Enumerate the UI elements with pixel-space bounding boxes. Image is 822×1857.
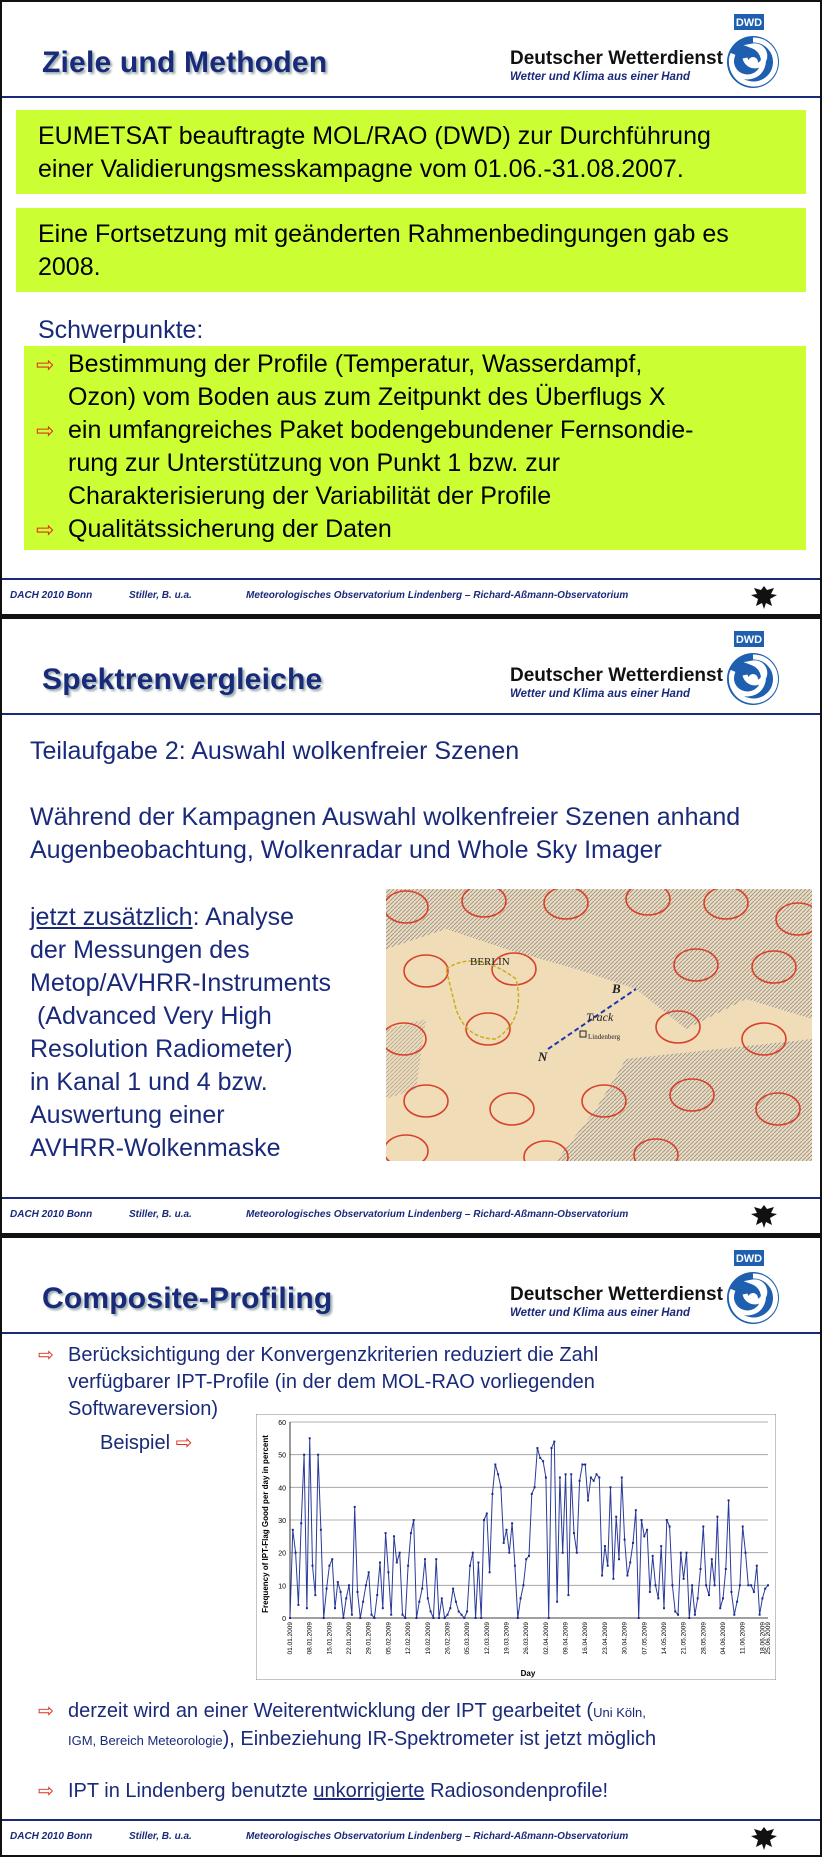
data-point (520, 1597, 522, 1599)
x-tick-label: 29.01.2009 (365, 1622, 373, 1655)
data-point (570, 1473, 572, 1475)
data-point (477, 1562, 479, 1564)
data-point (677, 1614, 679, 1616)
data-point (711, 1558, 713, 1560)
data-point (567, 1594, 569, 1596)
data-point (295, 1552, 297, 1554)
map-label-track: Track (586, 1010, 614, 1024)
footer-institution: Meteorologisches Observatorium Lindenberg – Richard-Aßmann-Observatorium (246, 1209, 629, 1220)
data-point (604, 1545, 606, 1547)
x-tick-label: 11.06.2009 (739, 1622, 747, 1655)
data-point (700, 1568, 702, 1570)
federal-eagle-icon (750, 584, 778, 610)
data-point (736, 1601, 738, 1603)
slide-header (2, 1238, 820, 1334)
data-point (387, 1571, 389, 1573)
data-point (649, 1591, 651, 1593)
arrow-right-icon: ⇨ (175, 1432, 193, 1454)
dwd-swirl-icon (722, 12, 784, 92)
data-point (688, 1617, 690, 1619)
data-point (522, 1584, 524, 1586)
campaign-text: Während der Kampagnen Auswahl wolkenfreier Szenen anhand Augenbeobachtung, Wolkenradar und Whole Sky Imager (30, 803, 741, 864)
data-point (441, 1597, 443, 1599)
x-tick-label: 26.03.2009 (523, 1622, 531, 1655)
data-point (306, 1607, 308, 1609)
data-point (289, 1617, 291, 1619)
dwd-logo-text: DWD (735, 1253, 763, 1265)
data-point (494, 1464, 496, 1466)
bullets-box (24, 346, 806, 550)
data-point (753, 1591, 755, 1593)
data-point (643, 1535, 645, 1537)
data-point (761, 1597, 763, 1599)
data-point (410, 1532, 412, 1534)
data-point (300, 1522, 302, 1524)
x-tick-label: 02.04.2009 (542, 1622, 550, 1655)
data-point (528, 1555, 530, 1557)
data-point (390, 1614, 392, 1616)
data-point (750, 1584, 752, 1586)
data-point (393, 1535, 395, 1537)
data-point (697, 1597, 699, 1599)
x-tick-label: 04.06.2009 (720, 1622, 728, 1655)
slide-goals-methods (2, 2, 820, 614)
data-point (373, 1617, 375, 1619)
data-point (660, 1545, 662, 1547)
data-point (413, 1519, 415, 1521)
data-point (579, 1480, 581, 1482)
data-point (357, 1591, 359, 1593)
y-axis-label: Frequency of IPT-Flag Good per day in percent (261, 1435, 270, 1613)
data-point (708, 1594, 710, 1596)
data-point (455, 1601, 457, 1603)
data-point (593, 1480, 595, 1482)
x-tick-label: 14.05.2009 (660, 1622, 668, 1655)
footer-institution: Meteorologisches Observatorium Lindenberg – Richard-Aßmann-Observatorium (246, 590, 629, 601)
x-tick-label: 18.06.2009 (759, 1622, 767, 1655)
title-rule (2, 96, 820, 98)
data-point (489, 1571, 491, 1573)
data-point (314, 1594, 316, 1596)
data-point (334, 1607, 336, 1609)
slide-composite-profiling (2, 1238, 820, 1855)
data-point (615, 1516, 617, 1518)
section-heading: Schwerpunkte: (38, 316, 204, 344)
y-tick-label: 30 (278, 1518, 286, 1525)
data-point (348, 1584, 350, 1586)
data-point (402, 1614, 404, 1616)
data-point (483, 1519, 485, 1521)
data-point (292, 1529, 294, 1531)
x-tick-label: 28.05.2009 (700, 1622, 708, 1655)
data-point (590, 1477, 592, 1479)
data-point (742, 1526, 744, 1528)
data-point (702, 1526, 704, 1528)
underlined-phrase: jetzt zusätzlich (30, 903, 193, 931)
brand-name: Deutscher Wetterdienst (510, 1284, 723, 1305)
data-point (596, 1473, 598, 1475)
data-point (503, 1542, 505, 1544)
data-point (716, 1516, 718, 1518)
bullet-radiosonde: ⇨ IPT in Lindenberg benutzte unkorrigierte Radiosondenprofile! (38, 1778, 608, 1805)
data-point (657, 1597, 659, 1599)
data-point (382, 1607, 384, 1609)
data-point (418, 1601, 420, 1603)
arrow-right-icon: ⇨ (38, 1701, 54, 1722)
data-point (733, 1614, 735, 1616)
data-point (452, 1588, 454, 1590)
data-point (371, 1614, 373, 1616)
data-point (416, 1617, 418, 1619)
federal-eagle-icon (750, 1203, 778, 1229)
data-point (632, 1542, 634, 1544)
x-axis-label: Day (520, 1669, 536, 1678)
x-tick-label: 25.06.2009 (765, 1622, 772, 1655)
data-point (320, 1529, 322, 1531)
footer-authors: Stiller, B. u.a. (129, 1209, 192, 1220)
data-point (624, 1539, 626, 1541)
data-point (536, 1447, 538, 1449)
bullet-convergence: ⇨ Berücksichtigung der Konvergenzkriterien reduziert die Zahl verfügbarer IPT-Profile (in der dem MOL-RAO vorliegenden Softwareversion) (38, 1344, 599, 1420)
arrow-right-icon: ⇨ (36, 352, 55, 377)
data-point (376, 1594, 378, 1596)
x-tick-label: 05.02.2009 (385, 1622, 393, 1655)
data-point (598, 1477, 600, 1479)
brand-block (510, 665, 723, 700)
data-point (730, 1591, 732, 1593)
data-point (691, 1584, 693, 1586)
data-point (368, 1571, 370, 1573)
ipt-flag-frequency-chart (256, 1414, 776, 1680)
x-tick-label: 09.04.2009 (562, 1622, 570, 1655)
data-point (359, 1617, 361, 1619)
data-point (514, 1565, 516, 1567)
data-point (491, 1493, 493, 1495)
data-point (666, 1519, 668, 1521)
data-point (331, 1558, 333, 1560)
data-point (342, 1617, 344, 1619)
data-point (759, 1614, 761, 1616)
slide-header (2, 2, 820, 98)
data-point (745, 1552, 747, 1554)
y-tick-label: 20 (278, 1550, 286, 1558)
box2-line2: 2008. (38, 253, 101, 281)
data-point (607, 1565, 609, 1567)
data-point (767, 1584, 769, 1586)
data-point (680, 1552, 682, 1554)
data-point (576, 1552, 578, 1554)
data-point (641, 1519, 643, 1521)
dwd-logo-text: DWD (735, 17, 763, 29)
x-tick-label: 12.02.2009 (405, 1622, 413, 1655)
data-point (539, 1457, 541, 1459)
data-point (534, 1486, 536, 1488)
data-point (458, 1611, 460, 1613)
y-tick-label: 50 (278, 1452, 286, 1460)
slide-footer (2, 1819, 820, 1855)
data-point (312, 1565, 314, 1567)
data-point (739, 1584, 741, 1586)
data-point (297, 1604, 299, 1606)
data-point (432, 1617, 434, 1619)
data-point (351, 1614, 353, 1616)
y-tick-label: 0 (282, 1616, 286, 1623)
bullet-development: ⇨ derzeit wird an einer Weiterentwicklung der IPT gearbeitet (Uni Köln, IGM, Bereich Meteorologie), Einbeziehung IR-Spektrometer ist jetzt möglich (38, 1700, 657, 1750)
data-point (317, 1454, 319, 1456)
data-point (669, 1526, 671, 1528)
map-label-station: Lindenberg (588, 1033, 621, 1041)
data-point (385, 1532, 387, 1534)
data-point (725, 1568, 727, 1570)
footer-authors: Stiller, B. u.a. (129, 590, 192, 601)
slide-title: Composite-Profiling (42, 1282, 333, 1315)
x-tick-label: 15.01.2009 (326, 1622, 334, 1655)
brand-tagline: Wetter und Klima aus einer Hand (510, 1307, 690, 1319)
data-point (365, 1584, 367, 1586)
data-point (444, 1617, 446, 1619)
brand-tagline: Wetter und Klima aus einer Hand (510, 71, 690, 83)
arrow-right-icon: ⇨ (38, 1345, 54, 1366)
box1-line1: EUMETSAT beauftragte MOL/RAO (DWD) zur Durchführung (38, 122, 711, 150)
data-point (531, 1493, 533, 1495)
title-rule (2, 1332, 820, 1334)
x-tick-label: 21.05.2009 (680, 1622, 688, 1655)
data-point (435, 1558, 437, 1560)
slide-spectra (2, 619, 820, 1233)
slide-title: Ziele und Methoden (42, 46, 328, 79)
data-point (506, 1529, 508, 1531)
data-point (472, 1552, 474, 1554)
slide-title: Spektrenvergleiche (42, 663, 323, 696)
data-point (671, 1584, 673, 1586)
x-tick-label: 19.02.2009 (424, 1622, 432, 1655)
data-point (500, 1486, 502, 1488)
data-point (461, 1614, 463, 1616)
dwd-logo-text: DWD (735, 634, 763, 646)
bullet-item: ⇨ Qualitätssicherung der Daten (36, 513, 693, 546)
data-point (655, 1584, 657, 1586)
data-point (354, 1506, 356, 1508)
data-point (610, 1486, 612, 1488)
map-label-n: N (538, 1049, 548, 1064)
data-point (463, 1617, 465, 1619)
underlined-word: unkorrigierte (313, 1780, 425, 1802)
data-point (652, 1555, 654, 1557)
data-point (674, 1611, 676, 1613)
data-point (517, 1617, 519, 1619)
data-point (545, 1477, 547, 1479)
data-point (407, 1565, 409, 1567)
data-point (340, 1591, 342, 1593)
box2-line1: Eine Fortsetzung mit geänderten Rahmenbedingungen gab es (38, 220, 729, 248)
data-point (328, 1565, 330, 1567)
y-tick-label: 40 (278, 1485, 286, 1493)
data-point (584, 1464, 586, 1466)
x-tick-label: 08.01.2009 (306, 1622, 314, 1655)
map-label-city: BERLIN (470, 956, 510, 968)
y-tick-label: 60 (278, 1420, 286, 1427)
data-point (427, 1597, 429, 1599)
data-point (475, 1617, 477, 1619)
avhrr-cloud-mask-map (386, 889, 812, 1161)
data-point (542, 1460, 544, 1462)
brand-block (510, 48, 723, 83)
x-tick-label: 19.03.2009 (503, 1622, 511, 1655)
arrow-right-icon: ⇨ (36, 517, 55, 542)
data-point (430, 1611, 432, 1613)
x-tick-label: 26.02.2009 (444, 1622, 452, 1655)
dwd-swirl-icon (722, 629, 784, 709)
data-point (424, 1558, 426, 1560)
data-point (466, 1611, 468, 1613)
box1-line2: einer Validierungsmesskampagne vom 01.06.-31.08.2007. (38, 155, 684, 183)
data-point (337, 1581, 339, 1583)
data-point (548, 1617, 550, 1619)
x-tick-label: 22.01.2009 (346, 1622, 354, 1655)
arrow-right-icon: ⇨ (38, 1781, 54, 1802)
data-point (663, 1607, 665, 1609)
data-point (309, 1437, 311, 1439)
data-point (362, 1601, 364, 1603)
x-tick-label: 01.01.2009 (287, 1622, 294, 1655)
data-point (553, 1441, 555, 1443)
footer-authors: Stiller, B. u.a. (129, 1831, 192, 1842)
example-label: Beispiel ⇨ (100, 1432, 193, 1454)
data-point (714, 1584, 716, 1586)
data-point (404, 1617, 406, 1619)
x-tick-label: 12.03.2009 (483, 1622, 491, 1655)
analysis-text: jetzt zusätzlich: Analyse der Messungen des Metop/AVHRR-Instruments (Advanced Very High Resolution Radiometer) in Kanal 1 und 4 bzw. Auswertung einer AVHRR-Wolkenmaske (30, 903, 332, 1162)
data-point (559, 1477, 561, 1479)
slide-header (2, 619, 820, 715)
data-point (638, 1617, 640, 1619)
data-point (480, 1617, 482, 1619)
map-label-b: B (612, 981, 621, 996)
data-point (379, 1562, 381, 1564)
x-tick-label: 30.04.2009 (621, 1622, 629, 1655)
x-tick-label: 23.04.2009 (601, 1622, 609, 1655)
x-tick-label: 16.04.2009 (582, 1622, 590, 1655)
bullet-item: ⇨ Bestimmung der Profile (Temperatur, Wasserdampf, Ozon) vom Boden aus zum Zeitpunkt des Überflugs X (36, 350, 666, 411)
data-point (399, 1552, 401, 1554)
data-point (635, 1509, 637, 1511)
data-point (497, 1473, 499, 1475)
federal-eagle-icon (750, 1825, 778, 1851)
brand-block (510, 1284, 723, 1319)
data-point (573, 1532, 575, 1534)
data-point (601, 1575, 603, 1577)
bullet-item: ⇨ ein umfangreiches Paket bodengebundener Fernsondie- rung zur Unterstützung von Punkt 1 bzw. zur Charakterisierung der Variabilität der Profile (36, 416, 694, 510)
data-point (469, 1565, 471, 1567)
data-point (747, 1584, 749, 1586)
data-point (508, 1552, 510, 1554)
data-point (694, 1614, 696, 1616)
data-point (447, 1614, 449, 1616)
data-point (722, 1597, 724, 1599)
brand-name: Deutscher Wetterdienst (510, 665, 723, 686)
highlight-box-2 (16, 208, 806, 292)
data-point (756, 1565, 758, 1567)
arrow-right-icon: ⇨ (36, 418, 55, 443)
data-point (587, 1499, 589, 1501)
data-point (626, 1575, 628, 1577)
data-point (525, 1558, 527, 1560)
data-point (551, 1447, 553, 1449)
highlight-box-1 (16, 110, 806, 194)
dwd-swirl-icon (722, 1248, 784, 1328)
data-point (618, 1558, 620, 1560)
subtask-heading: Teilaufgabe 2: Auswahl wolkenfreier Szenen (30, 737, 520, 765)
data-point (326, 1588, 328, 1590)
brand-name: Deutscher Wetterdienst (510, 48, 723, 69)
data-point (565, 1473, 567, 1475)
data-point (556, 1601, 558, 1603)
data-point (396, 1562, 398, 1564)
data-point (421, 1588, 423, 1590)
data-point (686, 1552, 688, 1554)
brand-tagline: Wetter und Klima aus einer Hand (510, 688, 690, 700)
slide-footer (2, 578, 820, 614)
data-point (764, 1588, 766, 1590)
x-tick-label: 07.05.2009 (641, 1622, 649, 1655)
data-point (646, 1529, 648, 1531)
data-point (486, 1513, 488, 1515)
data-point (323, 1617, 325, 1619)
data-point (345, 1597, 347, 1599)
footer-event: DACH 2010 Bonn (10, 590, 93, 601)
data-point (705, 1584, 707, 1586)
data-point (683, 1578, 685, 1580)
data-point (719, 1607, 721, 1609)
data-point (581, 1464, 583, 1466)
data-point (438, 1617, 440, 1619)
data-point (612, 1578, 614, 1580)
footer-institution: Meteorologisches Observatorium Lindenberg – Richard-Aßmann-Observatorium (246, 1831, 629, 1842)
data-point (449, 1607, 451, 1609)
y-tick-label: 10 (278, 1583, 286, 1591)
footer-event: DACH 2010 Bonn (10, 1831, 93, 1842)
x-tick-label: 05.03.2009 (464, 1622, 472, 1655)
data-point (621, 1477, 623, 1479)
data-point (728, 1499, 730, 1501)
data-point (562, 1552, 564, 1554)
title-rule (2, 713, 820, 715)
slide-footer (2, 1197, 820, 1233)
data-point (629, 1562, 631, 1564)
data-point (511, 1522, 513, 1524)
footer-event: DACH 2010 Bonn (10, 1209, 93, 1220)
data-point (303, 1454, 305, 1456)
